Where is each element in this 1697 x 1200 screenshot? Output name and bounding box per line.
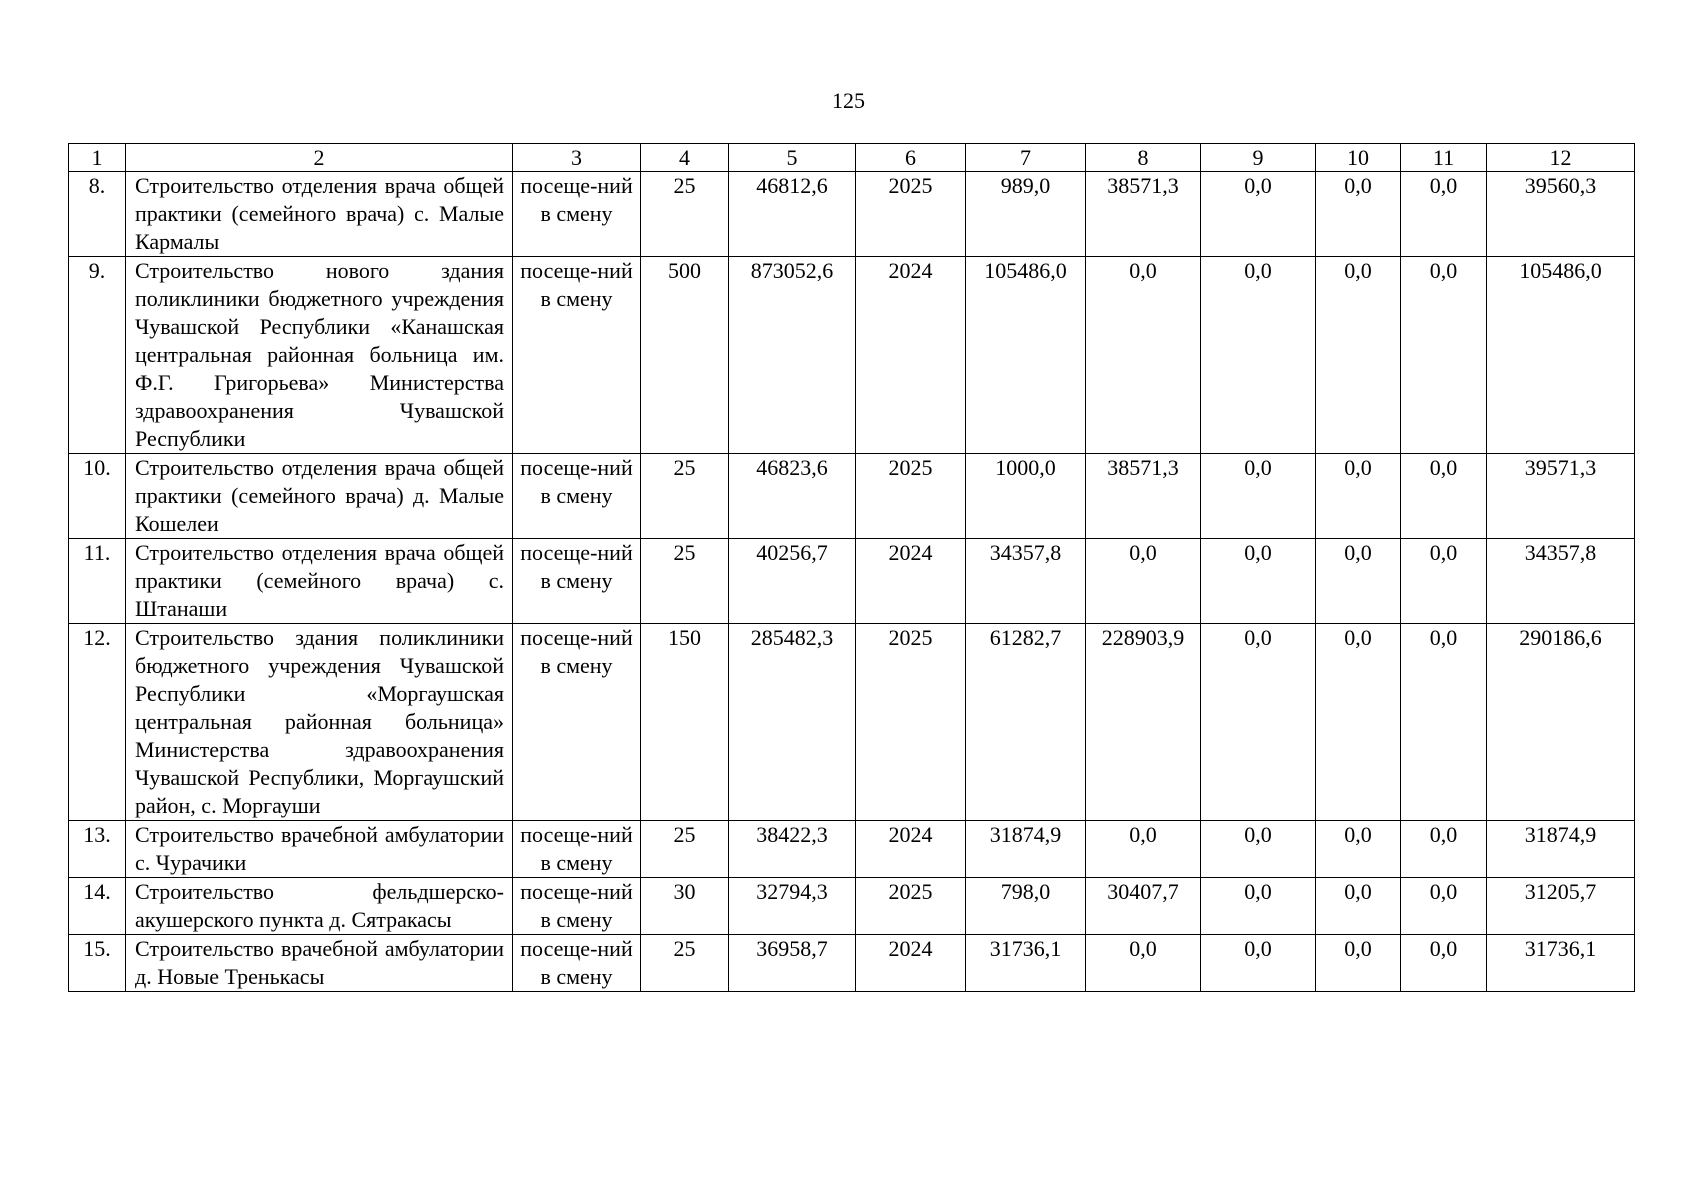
value-cell-col-7: 61282,7 — [966, 624, 1086, 821]
value-cell-col-7: 34357,8 — [966, 539, 1086, 624]
row-number: 15. — [69, 935, 126, 992]
value-cell-col-6: 2024 — [856, 539, 966, 624]
table-row — [69, 172, 1635, 257]
value-cell-col-11: 0,0 — [1401, 172, 1487, 257]
value-cell-col-5: 873052,6 — [729, 257, 856, 454]
column-header: 6 — [856, 144, 966, 172]
value-cell-col-4: 25 — [641, 454, 729, 539]
column-header: 9 — [1201, 144, 1316, 172]
row-number: 12. — [69, 624, 126, 821]
row-number: 9. — [69, 257, 126, 454]
value-cell-col-12: 31874,9 — [1487, 821, 1635, 878]
table-row — [69, 878, 1635, 935]
column-header: 12 — [1487, 144, 1635, 172]
capacity-unit: посеще-ний в смену — [513, 624, 641, 821]
table-row — [69, 624, 1635, 821]
column-header: 10 — [1316, 144, 1401, 172]
value-cell-col-6: 2024 — [856, 257, 966, 454]
capacity-unit: посеще-ний в смену — [513, 454, 641, 539]
value-cell-col-7: 989,0 — [966, 172, 1086, 257]
value-cell-col-5: 40256,7 — [729, 539, 856, 624]
value-cell-col-4: 25 — [641, 172, 729, 257]
value-cell-col-9: 0,0 — [1201, 935, 1316, 992]
value-cell-col-8: 38571,3 — [1086, 454, 1201, 539]
value-cell-col-7: 31736,1 — [966, 935, 1086, 992]
column-header: 8 — [1086, 144, 1201, 172]
value-cell-col-10: 0,0 — [1316, 878, 1401, 935]
value-cell-col-10: 0,0 — [1316, 935, 1401, 992]
value-cell-col-10: 0,0 — [1316, 257, 1401, 454]
value-cell-col-5: 32794,3 — [729, 878, 856, 935]
value-cell-col-5: 46823,6 — [729, 454, 856, 539]
column-header: 5 — [729, 144, 856, 172]
value-cell-col-4: 30 — [641, 878, 729, 935]
value-cell-col-9: 0,0 — [1201, 454, 1316, 539]
table-row — [69, 454, 1635, 539]
project-name: Строительство отделения врача общей практики (семейного врача) с. Штанаши — [126, 539, 513, 624]
value-cell-col-11: 0,0 — [1401, 878, 1487, 935]
value-cell-col-12: 39571,3 — [1487, 454, 1635, 539]
table-row — [69, 257, 1635, 454]
budget-table — [68, 143, 1635, 992]
row-number: 11. — [69, 539, 126, 624]
value-cell-col-12: 31205,7 — [1487, 878, 1635, 935]
value-cell-col-8: 0,0 — [1086, 539, 1201, 624]
value-cell-col-8: 0,0 — [1086, 821, 1201, 878]
value-cell-col-9: 0,0 — [1201, 539, 1316, 624]
value-cell-col-7: 31874,9 — [966, 821, 1086, 878]
value-cell-col-7: 105486,0 — [966, 257, 1086, 454]
value-cell-col-7: 798,0 — [966, 878, 1086, 935]
value-cell-col-4: 150 — [641, 624, 729, 821]
value-cell-col-11: 0,0 — [1401, 624, 1487, 821]
value-cell-col-11: 0,0 — [1401, 257, 1487, 454]
project-name: Строительство отделения врача общей практики (семейного врача) д. Малые Кошелеи — [126, 454, 513, 539]
table-row — [69, 821, 1635, 878]
value-cell-col-5: 36958,7 — [729, 935, 856, 992]
project-name: Строительство отделения врача общей практики (семейного врача) с. Малые Кармалы — [126, 172, 513, 257]
value-cell-col-6: 2025 — [856, 878, 966, 935]
value-cell-col-4: 25 — [641, 539, 729, 624]
value-cell-col-8: 30407,7 — [1086, 878, 1201, 935]
row-number: 8. — [69, 172, 126, 257]
value-cell-col-12: 290186,6 — [1487, 624, 1635, 821]
row-number: 14. — [69, 878, 126, 935]
column-header: 7 — [966, 144, 1086, 172]
capacity-unit: посеще-ний в смену — [513, 257, 641, 454]
value-cell-col-10: 0,0 — [1316, 821, 1401, 878]
project-name: Строительство здания поликлиники бюджетного учреждения Чувашской Республики «Моргаушская центральная районная больница» Министерства здравоохранения Чувашской Республики, Моргаушский район, с. Моргауши — [126, 624, 513, 821]
value-cell-col-11: 0,0 — [1401, 935, 1487, 992]
value-cell-col-9: 0,0 — [1201, 172, 1316, 257]
value-cell-col-5: 46812,6 — [729, 172, 856, 257]
value-cell-col-6: 2024 — [856, 821, 966, 878]
column-header: 11 — [1401, 144, 1487, 172]
column-header: 4 — [641, 144, 729, 172]
capacity-unit: посеще-ний в смену — [513, 821, 641, 878]
capacity-unit: посеще-ний в смену — [513, 935, 641, 992]
value-cell-col-9: 0,0 — [1201, 257, 1316, 454]
value-cell-col-12: 105486,0 — [1487, 257, 1635, 454]
value-cell-col-6: 2025 — [856, 624, 966, 821]
value-cell-col-10: 0,0 — [1316, 172, 1401, 257]
value-cell-col-8: 0,0 — [1086, 257, 1201, 454]
value-cell-col-10: 0,0 — [1316, 624, 1401, 821]
table-row — [69, 539, 1635, 624]
value-cell-col-11: 0,0 — [1401, 454, 1487, 539]
value-cell-col-5: 285482,3 — [729, 624, 856, 821]
column-header: 3 — [513, 144, 641, 172]
value-cell-col-12: 39560,3 — [1487, 172, 1635, 257]
page-number: 125 — [832, 88, 865, 113]
project-name: Строительство нового здания поликлиники бюджетного учреждения Чувашской Республики «Канашская центральная районная больница им. Ф.Г. Григорьева» Министерства здравоохранения Чувашской Республики — [126, 257, 513, 454]
table-row — [69, 935, 1635, 992]
value-cell-col-11: 0,0 — [1401, 821, 1487, 878]
value-cell-col-5: 38422,3 — [729, 821, 856, 878]
value-cell-col-7: 1000,0 — [966, 454, 1086, 539]
value-cell-col-10: 0,0 — [1316, 539, 1401, 624]
value-cell-col-11: 0,0 — [1401, 539, 1487, 624]
value-cell-col-10: 0,0 — [1316, 454, 1401, 539]
value-cell-col-4: 25 — [641, 821, 729, 878]
value-cell-col-8: 228903,9 — [1086, 624, 1201, 821]
value-cell-col-12: 31736,1 — [1487, 935, 1635, 992]
table-header-row — [69, 144, 1635, 172]
value-cell-col-4: 25 — [641, 935, 729, 992]
value-cell-col-9: 0,0 — [1201, 821, 1316, 878]
project-name: Строительство врачебной амбулатории д. Новые Тренькасы — [126, 935, 513, 992]
value-cell-col-8: 38571,3 — [1086, 172, 1201, 257]
value-cell-col-6: 2024 — [856, 935, 966, 992]
project-name: Строительство фельдшерско-акушерского пункта д. Сятракасы — [126, 878, 513, 935]
capacity-unit: посеще-ний в смену — [513, 878, 641, 935]
row-number: 13. — [69, 821, 126, 878]
value-cell-col-6: 2025 — [856, 454, 966, 539]
column-header: 1 — [69, 144, 126, 172]
value-cell-col-4: 500 — [641, 257, 729, 454]
value-cell-col-12: 34357,8 — [1487, 539, 1635, 624]
capacity-unit: посеще-ний в смену — [513, 172, 641, 257]
capacity-unit: посеще-ний в смену — [513, 539, 641, 624]
row-number: 10. — [69, 454, 126, 539]
column-header: 2 — [126, 144, 513, 172]
value-cell-col-9: 0,0 — [1201, 624, 1316, 821]
value-cell-col-8: 0,0 — [1086, 935, 1201, 992]
table-body — [69, 144, 1635, 992]
value-cell-col-9: 0,0 — [1201, 878, 1316, 935]
value-cell-col-6: 2025 — [856, 172, 966, 257]
project-name: Строительство врачебной амбулатории с. Чурачики — [126, 821, 513, 878]
